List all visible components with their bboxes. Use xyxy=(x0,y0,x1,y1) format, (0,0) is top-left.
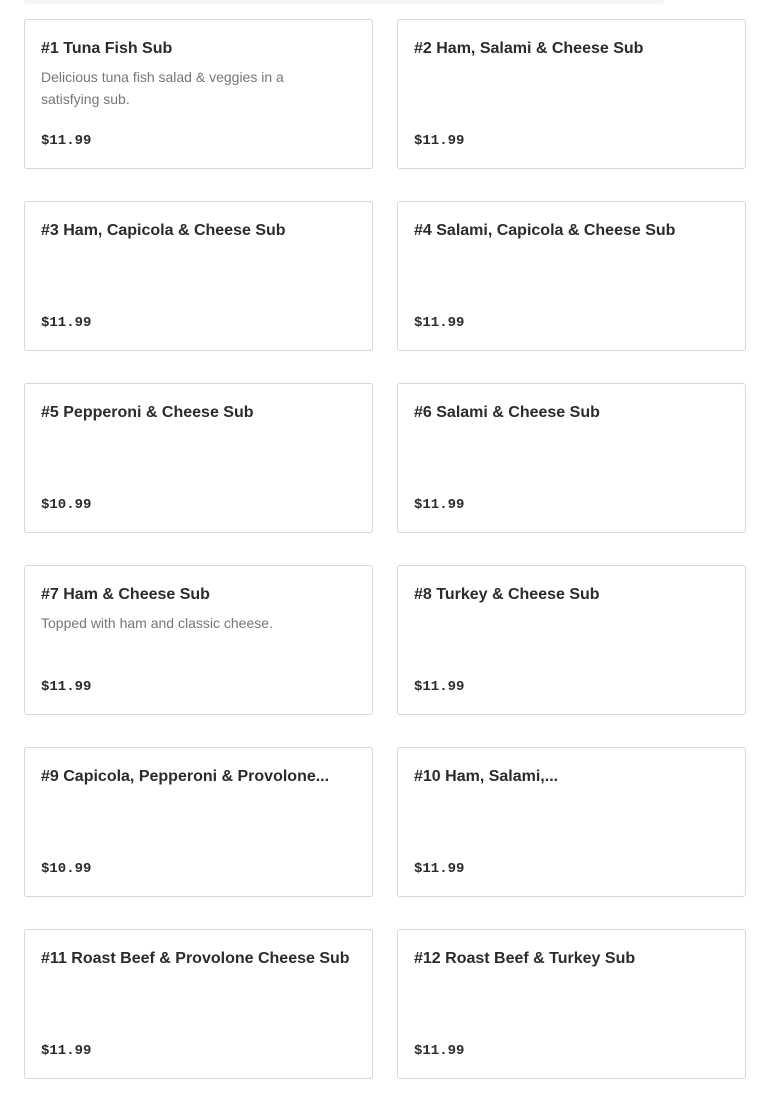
menu-item-price: $11.99 xyxy=(41,315,92,331)
menu-item-card[interactable] xyxy=(24,929,373,1079)
menu-item-card[interactable] xyxy=(397,19,746,169)
menu-item-name: #2 Ham, Salami & Cheese Sub xyxy=(414,40,644,57)
menu-item-card[interactable] xyxy=(24,19,373,169)
menu-item-name: #1 Tuna Fish Sub xyxy=(41,40,173,57)
menu-item-price: $10.99 xyxy=(41,497,92,513)
menu-item-description: Topped with ham and classic cheese. xyxy=(41,615,273,631)
menu-item-price: $11.99 xyxy=(41,679,92,695)
menu-item-price: $11.99 xyxy=(41,133,92,149)
menu-item-price: $11.99 xyxy=(414,133,465,149)
menu-item-card[interactable] xyxy=(24,383,373,533)
menu-item-grid xyxy=(24,19,746,1079)
clipped-section-header xyxy=(24,0,664,4)
menu-item-name: #3 Ham, Capicola & Cheese Sub xyxy=(41,222,286,239)
menu-item-card[interactable] xyxy=(397,929,746,1079)
menu-item-price: $11.99 xyxy=(41,1043,92,1059)
menu-item-name: #9 Capicola, Pepperoni & Provolone... xyxy=(41,768,330,785)
menu-item-card[interactable] xyxy=(397,383,746,533)
menu-item-card[interactable] xyxy=(24,565,373,715)
menu-item-price: $11.99 xyxy=(414,315,465,331)
menu-item-card[interactable] xyxy=(397,201,746,351)
menu-item-price: $11.99 xyxy=(414,679,465,695)
menu-item-price: $10.99 xyxy=(41,861,92,877)
menu-item-card[interactable] xyxy=(397,747,746,897)
menu-item-description: Delicious tuna fish salad & veggies in a satisfying sub. xyxy=(41,69,284,107)
menu-item-card[interactable] xyxy=(24,747,373,897)
menu-item-name: #4 Salami, Capicola & Cheese Sub xyxy=(414,222,676,239)
menu-item-name: #12 Roast Beef & Turkey Sub xyxy=(414,950,636,967)
menu-item-name: #7 Ham & Cheese Sub xyxy=(41,586,210,603)
menu-item-name: #11 Roast Beef & Provolone Cheese Sub xyxy=(41,950,350,967)
menu-item-name: #6 Salami & Cheese Sub xyxy=(414,404,600,421)
menu-item-name: #8 Turkey & Cheese Sub xyxy=(414,586,600,603)
menu-item-name: #5 Pepperoni & Cheese Sub xyxy=(41,404,254,421)
menu-item-price: $11.99 xyxy=(414,861,465,877)
menu-item-card[interactable] xyxy=(24,201,373,351)
menu-item-name: #10 Ham, Salami,... xyxy=(414,768,559,785)
menu-item-price: $11.99 xyxy=(414,1043,465,1059)
menu-item-card[interactable] xyxy=(397,565,746,715)
menu-item-price: $11.99 xyxy=(414,497,465,513)
